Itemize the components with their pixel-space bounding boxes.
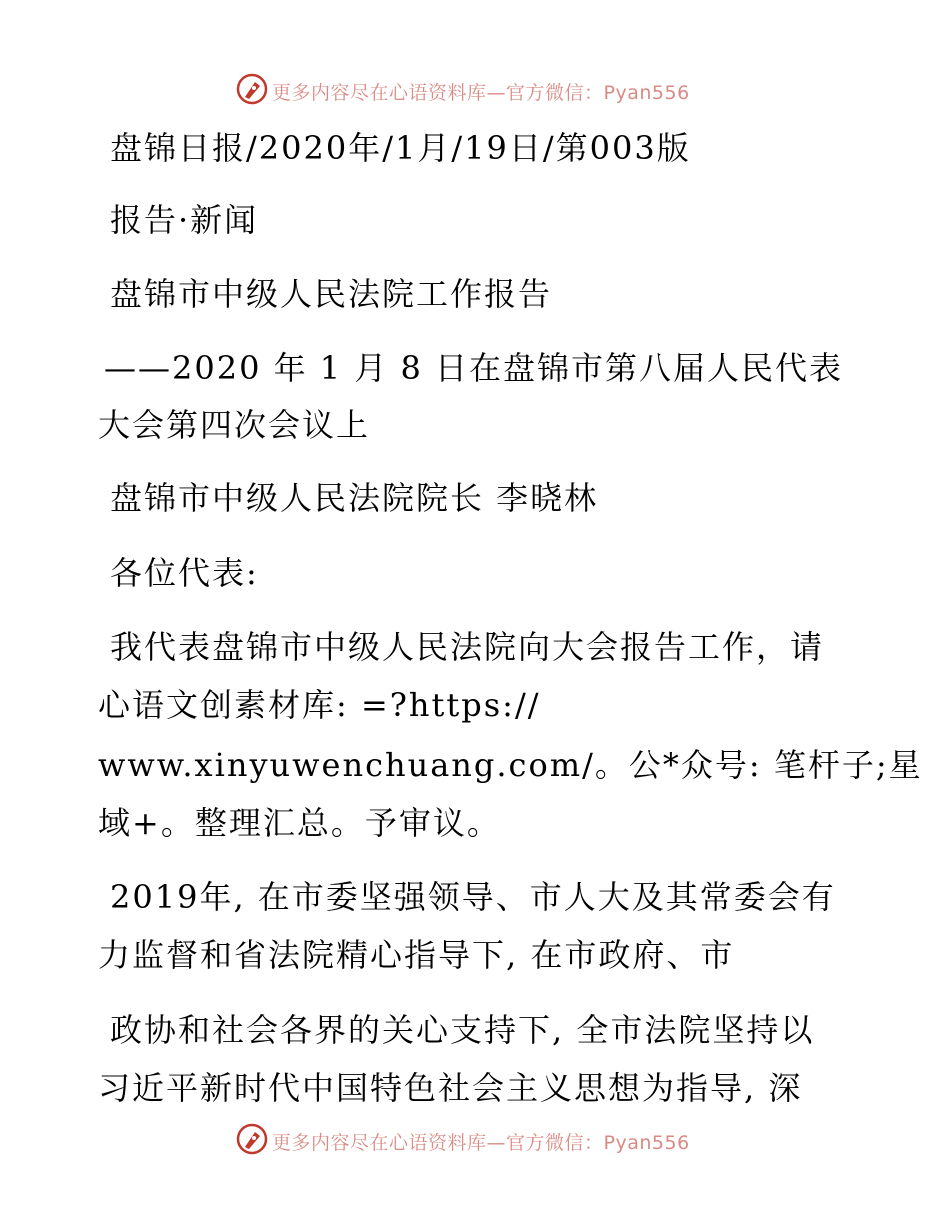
paragraph-2-line-1: 2019年, 在市委坚强领导、市人大及其常委会有: [110, 878, 836, 916]
subtitle-line-1: ——2020 年 1 月 8 日在盘锦市第八届人民代表: [104, 349, 844, 387]
paragraph-1-line-2: 心语文创素材库: =?https://: [98, 686, 541, 724]
subtitle-line-2: 大会第四次会议上: [98, 406, 371, 444]
watermark-text: 更多内容尽在心语资料库—官方微信：Pyan556: [272, 82, 690, 104]
header-watermark: [0, 70, 950, 110]
document-title: 盘锦市中级人民法院工作报告: [110, 275, 553, 313]
author-line: 盘锦市中级人民法院院长 李晓林: [110, 479, 599, 517]
paragraph-3-line-1: 政协和社会各界的关心支持下, 全市法院坚持以: [110, 1011, 815, 1049]
paragraph-1-line-3: www.xinyuwenchuang.com/。公*众号: 笔杆子;星: [98, 746, 923, 784]
pen-nib-logo-icon: [236, 73, 268, 105]
watermark-text: 更多内容尽在心语资料库—官方微信：Pyan556: [272, 1132, 690, 1154]
footer-watermark: [0, 1120, 950, 1160]
paragraph-1-line-1: 我代表盘锦市中级人民法院向大会报告工作，请: [110, 628, 825, 666]
pen-nib-logo-icon: [236, 1123, 268, 1155]
paragraph-1-line-4: 域+。整理汇总。予审议。: [98, 804, 501, 842]
source-line: 盘锦日报/2020年/1月/19日/第003版: [110, 129, 691, 167]
section-label: 报告·新闻: [110, 201, 259, 239]
paragraph-2-line-2: 力监督和省法院精心指导下, 在市政府、市: [98, 936, 735, 974]
paragraph-3-line-2: 习近平新时代中国特色社会主义思想为指导, 深: [98, 1069, 803, 1107]
salutation: 各位代表:: [110, 554, 259, 592]
